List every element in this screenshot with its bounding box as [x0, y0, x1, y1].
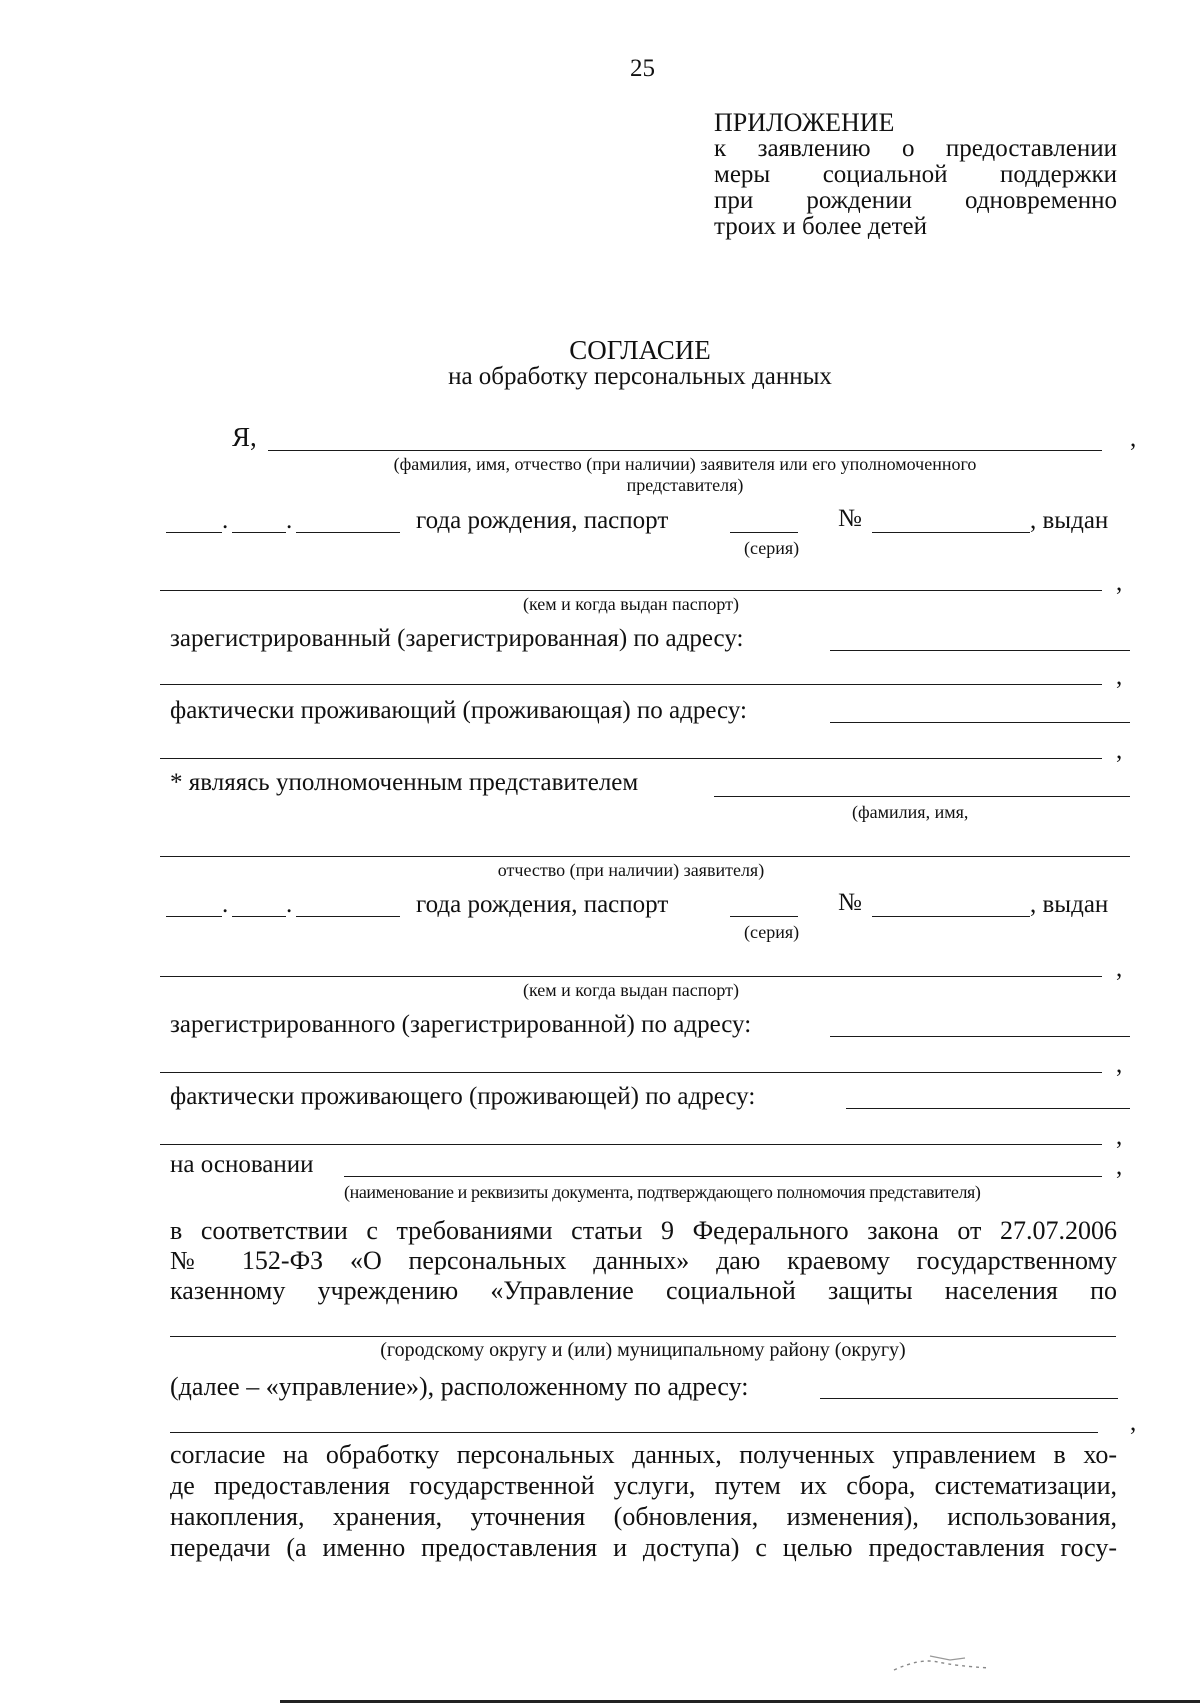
page-bottom-edge [280, 1700, 1200, 1703]
consent-line: передачи (а именно предоставления и доступа) с целью предоставления госу- [170, 1533, 1117, 1562]
birth-year-line[interactable] [296, 532, 400, 533]
basis-line[interactable] [344, 1176, 1102, 1177]
birth-month-line[interactable] [232, 532, 286, 533]
rep-series-caption: (серия) [744, 922, 800, 942]
rep-registered-address-line-2[interactable] [160, 1072, 1102, 1073]
comma: , [1130, 1409, 1137, 1436]
representative-fio-line[interactable] [714, 796, 1130, 797]
office-address-line[interactable] [820, 1398, 1118, 1399]
basis-caption: (наименование и реквизиты документа, подтверждающего полномочия представителя) [344, 1182, 981, 1202]
law-line: в соответствии с требованиями статьи 9 Федерального закона от 27.07.2006 [170, 1216, 1117, 1245]
issued-label: , выдан [1030, 507, 1109, 534]
appendix-line: при рождении одновременно [714, 187, 1117, 214]
document-page: 25 ПРИЛОЖЕНИЕ к заявлению о предоставлении меры социальной поддержки при рождении одновременно троих и более детей СОГЛАСИЕ на обработку персональных данных Я, , (фамилия, имя, отчество (при наличии) заявителя или его уполномоченного представителя) . . года рождения, паспорт № , выдан (серия) , (кем и когда выдан паспорт) зарегистрированный (зарегистрированная) по адресу: , фактически проживающий (проживающая) по адресу: , * являясь уполномоченным представителем (фамилия, имя, отчество (при наличии) заявителя) . . года рождения, паспорт № , выдан (серия) , (кем и когда выдан паспорт) зарегистрированного (зарегистрированной) по адресу: , фактически проживающего (проживающей) по адресу: , на основании , (наименование и реквизиты документа, подтверждающего полномочия представителя) в соответствии с требованиями статьи 9 Федерального закона от 27.07.2006 № 152-ФЗ «О персональных данных» даю краевому государственному казенному учреждению «Управление социальной защиты населения по (городскому округу и (или) муниципальному району (округу) (далее – «управление»), расположенному по адресу: , согласие на обработку персональных данных, полученных управлением в хо- де предоставления государственной услуги, путем их сбора, систематизации, накопления, хранения, уточнения (обновления, изменения), использования, передачи (а именно предоставления и доступа) с целью предоставления госу- [0, 0, 1200, 1704]
applicant-fio-caption: (фамилия, имя, отчество (при наличии) заявителя или его уполномоченного [393, 454, 977, 474]
rep-passport-number-line[interactable] [872, 916, 1030, 917]
comma: , [1116, 1123, 1123, 1150]
number-sign: № [838, 505, 862, 532]
representative-fio-caption: (фамилия, имя, [852, 802, 969, 822]
rep-issued-label: , выдан [1030, 891, 1109, 918]
basis-label: на основании [170, 1151, 314, 1178]
series-caption: (серия) [744, 538, 800, 558]
office-address-label: (далее – «управление»), расположенному по адресу: [170, 1372, 749, 1401]
rep-actual-address-line-2[interactable] [160, 1144, 1102, 1145]
appendix-title: ПРИЛОЖЕНИЕ [714, 108, 895, 137]
comma: , [1130, 425, 1137, 452]
comma: , [1116, 663, 1123, 690]
office-address-line-2[interactable] [170, 1432, 1098, 1433]
document-title: СОГЛАСИЕ [569, 335, 711, 365]
representative-label: * являясь уполномоченным представителем [170, 769, 639, 796]
rep-birth-text: года рождения, паспорт [416, 891, 669, 918]
consent-line: согласие на обработку персональных данных, полученных управлением в хо- [170, 1440, 1117, 1469]
applicant-fio-line[interactable] [268, 450, 1102, 451]
rep-birth-day-line[interactable] [166, 916, 222, 917]
rep-actual-label: фактически проживающего (проживающей) по адресу: [170, 1083, 756, 1110]
registered-label: зарегистрированный (зарегистрированная) по адресу: [170, 625, 744, 652]
applicant-fio-caption-2: представителя) [626, 475, 744, 495]
issued-by-line[interactable] [160, 590, 1102, 591]
appendix-line: троих и более детей [714, 213, 928, 240]
passport-series-line[interactable] [730, 532, 798, 533]
issued-by-caption: (кем и когда выдан паспорт) [522, 594, 739, 614]
district-caption: (городскому округу и (или) муниципальному району (округу) [380, 1339, 906, 1361]
representative-fio-line-2[interactable] [160, 856, 1130, 857]
rep-number-sign: № [838, 889, 862, 916]
scan-smudge-icon [890, 1648, 1000, 1678]
birth-day-line[interactable] [166, 532, 222, 533]
comma: , [1116, 1153, 1123, 1180]
representative-fio-caption-2: отчество (при наличии) заявителя) [497, 860, 765, 880]
district-line[interactable] [170, 1336, 1116, 1337]
rep-passport-series-line[interactable] [730, 916, 798, 917]
law-line: казенному учреждению «Управление социальной защиты населения по [170, 1276, 1117, 1305]
ya-label: Я, [232, 422, 257, 452]
rep-issued-by-line[interactable] [160, 976, 1102, 977]
comma: , [1116, 569, 1123, 596]
actual-address-line-2[interactable] [160, 758, 1102, 759]
rep-issued-by-caption: (кем и когда выдан паспорт) [522, 980, 739, 1000]
document-subtitle: на обработку персональных данных [448, 363, 832, 390]
registered-address-line[interactable] [830, 650, 1130, 651]
rep-registered-address-line[interactable] [830, 1036, 1130, 1037]
law-line: № 152-ФЗ «О персональных данных» даю краевому государственному [170, 1246, 1117, 1275]
rep-registered-label: зарегистрированного (зарегистрированной) по адресу: [170, 1011, 752, 1038]
comma: , [1116, 1051, 1123, 1078]
consent-line: накопления, хранения, уточнения (обновления, изменения), использования, [170, 1502, 1117, 1531]
passport-number-line[interactable] [872, 532, 1030, 533]
birth-text: года рождения, паспорт [416, 507, 669, 534]
actual-label: фактически проживающий (проживающая) по адресу: [170, 697, 747, 724]
comma: , [1116, 737, 1123, 764]
appendix-line: меры социальной поддержки [714, 161, 1117, 188]
actual-address-line[interactable] [830, 722, 1130, 723]
appendix-line: к заявлению о предоставлении [714, 135, 1117, 162]
page-number: 25 [630, 55, 655, 82]
rep-birth-year-line[interactable] [296, 916, 400, 917]
registered-address-line-2[interactable] [160, 684, 1102, 685]
comma: , [1116, 955, 1123, 982]
rep-birth-month-line[interactable] [232, 916, 286, 917]
rep-actual-address-line[interactable] [846, 1108, 1130, 1109]
consent-line: де предоставления государственной услуги, путем их сбора, систематизации, [170, 1471, 1117, 1500]
